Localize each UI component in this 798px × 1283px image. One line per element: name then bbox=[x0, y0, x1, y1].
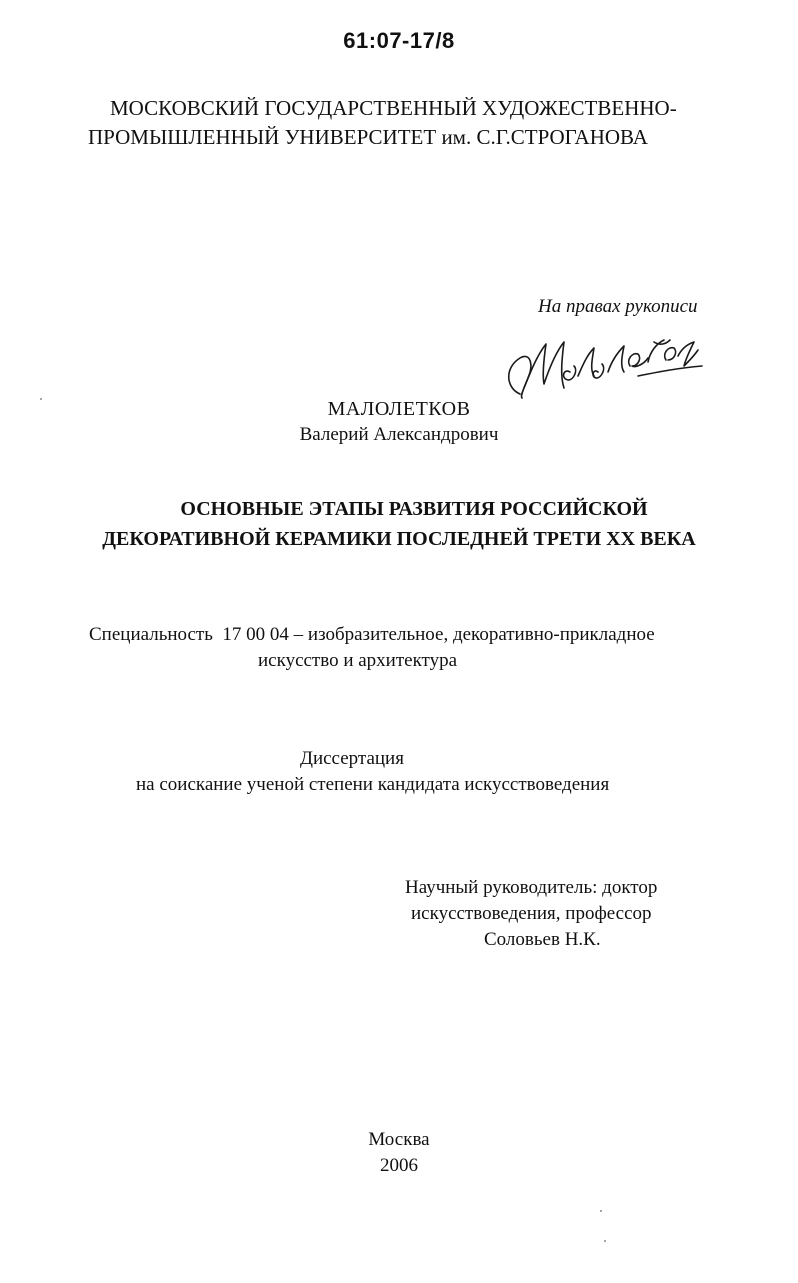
supervisor-line-1: Научный руководитель: доктор bbox=[405, 877, 658, 898]
author-given-names: Валерий Александрович bbox=[299, 424, 499, 445]
rights-note: На правах рукописи bbox=[538, 296, 698, 317]
degree-statement: на соискание ученой степени кандидата искусствоведения bbox=[136, 774, 610, 795]
year: 2006 bbox=[380, 1155, 418, 1176]
author-surname: МАЛОЛЕТКОВ bbox=[327, 398, 471, 420]
city: Москва bbox=[368, 1129, 430, 1150]
scan-speck bbox=[40, 398, 42, 400]
supervisor-name: Соловьев Н.К. bbox=[484, 929, 601, 950]
specialty-line-2: искусство и архитектура bbox=[258, 650, 458, 671]
specialty-line-1: Специальность 17 00 04 – изобразительное, декоративно-прикладное bbox=[89, 624, 655, 645]
scan-speck bbox=[600, 1210, 602, 1212]
thesis-title-line-1: ОСНОВНЫЕ ЭТАПЫ РАЗВИТИЯ РОССИЙСКОЙ bbox=[180, 498, 648, 520]
thesis-title-line-2: ДЕКОРАТИВНОЙ КЕРАМИКИ ПОСЛЕДНЕЙ ТРЕТИ XX ВЕКА bbox=[102, 528, 696, 550]
institution-line-2: ПРОМЫШЛЕННЫЙ УНИВЕРСИТЕТ им. С.Г.СТРОГАНОВА bbox=[88, 125, 648, 149]
scan-speck bbox=[604, 1240, 606, 1242]
institution-line-1: МОСКОВСКИЙ ГОСУДАРСТВЕННЫЙ ХУДОЖЕСТВЕННО- bbox=[110, 96, 677, 120]
dissertation-label: Диссертация bbox=[300, 748, 404, 769]
supervisor-line-2: искусствоведения, профессор bbox=[411, 903, 652, 924]
catalog-number: 61:07-17/8 bbox=[343, 28, 455, 53]
handwritten-signature bbox=[498, 318, 708, 408]
